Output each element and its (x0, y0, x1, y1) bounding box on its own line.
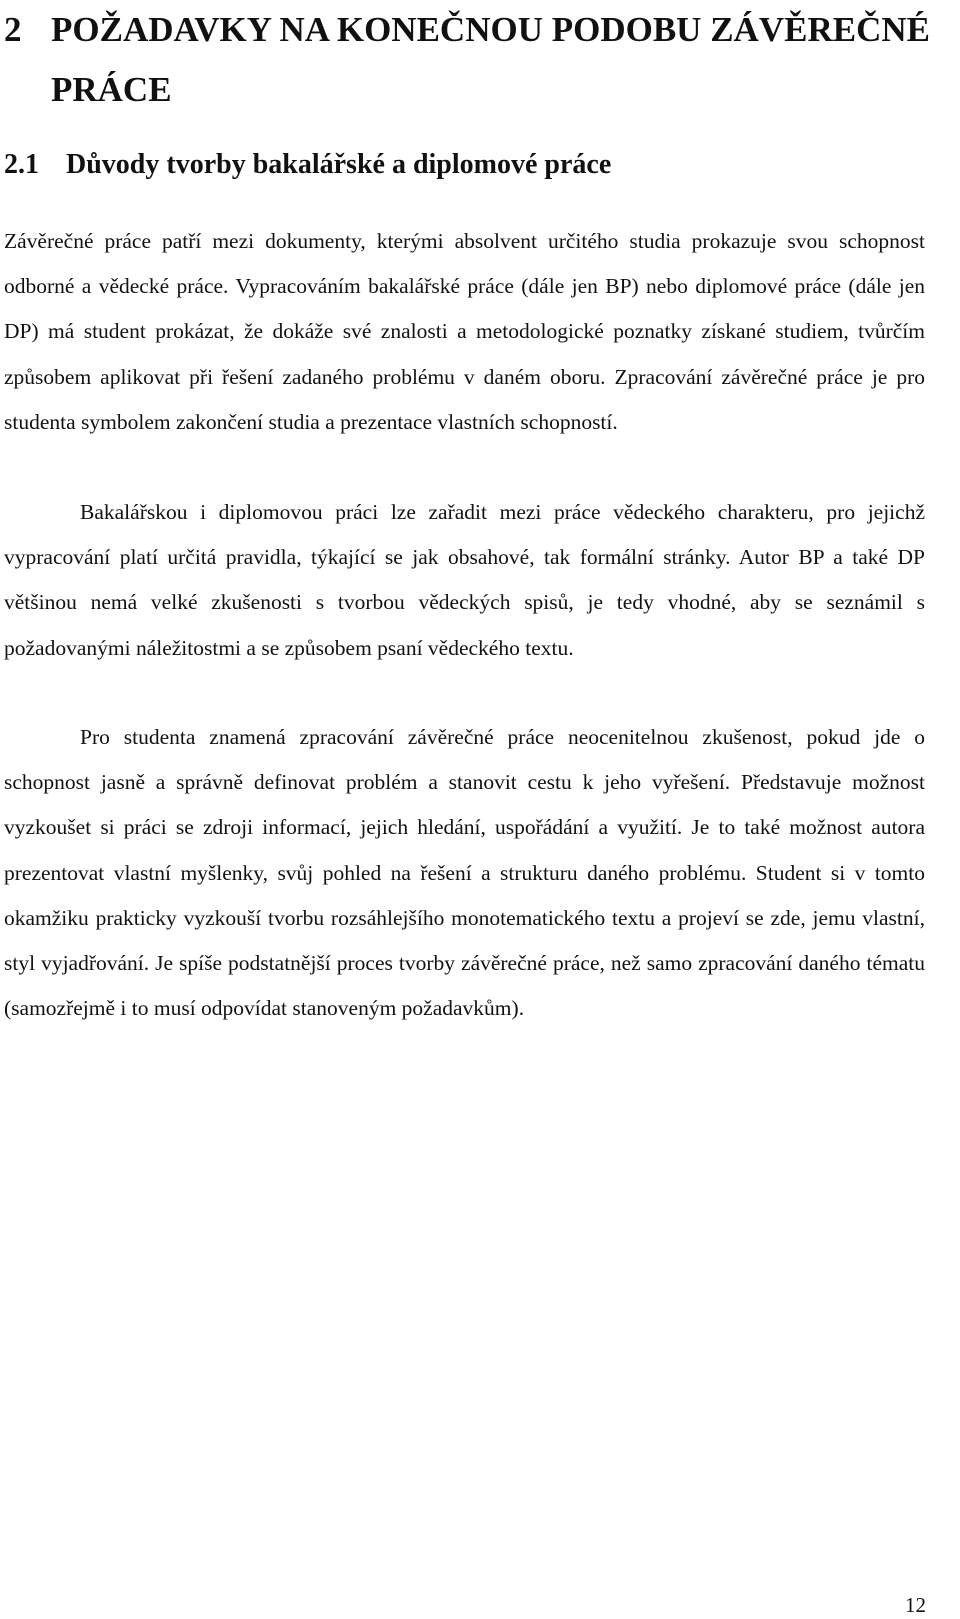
section-number: 2.1 (4, 149, 39, 180)
paragraph-2: Bakalářskou i diplomovou práci lze zařadit mezi práce vědeckého charakteru, pro jejichž vypracování platí určitá pravidla, týkající se jak obsahové, tak formální stránky. Autor BP a také DP většinou nemá velké zkušenosti s tvorbou vědeckých spisů, je tedy vhodné, aby se seznámil s požadovanými náležitostmi a se způsobem psaní vědeckého textu. (4, 500, 925, 660)
paragraph-3: Pro studenta znamená zpracování závěrečné práce neocenitelnou zkušenost, pokud jde o schopnost jasně a správně definovat problém a stanovit cestu k jeho vyřešení. Představuje možnost vyzkoušet si práci se zdroji informací, jejich hledání, uspořádání a využití. Je to také možnost autora prezentovat vlastní myšlenky, svůj pohled na řešení a strukturu daného problému. Student si v tomto okamžiku prakticky vyzkouší tvorbu rozsáhlejšího monotematického textu a projeví se zde, jemu vlastní, styl vyjadřování. Je spíše podstatnější proces tvorby závěrečné práce, než samo zpracování daného tématu (samozřejmě i to musí odpovídat stanoveným požadavkům). (4, 725, 925, 1021)
page-number: 12 (905, 1593, 926, 1617)
chapter-number: 2 (4, 10, 22, 49)
chapter-title: POŽADAVKY NA KONEČNOU PODOBU ZÁVĚREČNÉ PRÁCE (51, 10, 930, 109)
section-title: Důvody tvorby bakalářské a diplomové práce (66, 149, 612, 180)
paragraph-1: Závěrečné práce patří mezi dokumenty, kterými absolvent určitého studia prokazuje svou schopnost odborné a vědecké práce. Vypracováním bakalářské práce (dále jen BP) nebo diplomové práce (dále jen DP) má student prokázat, že dokáže své znalosti a metodologické poznatky získané studiem, tvůrčím způsobem aplikovat při řešení zadaného problému v daném oboru. Zpracování závěrečné práce je pro studenta symbolem zakončení studia a prezentace vlastních schopností. (4, 229, 925, 434)
chapter-heading (4, 0, 944, 120)
section-heading (4, 143, 944, 187)
